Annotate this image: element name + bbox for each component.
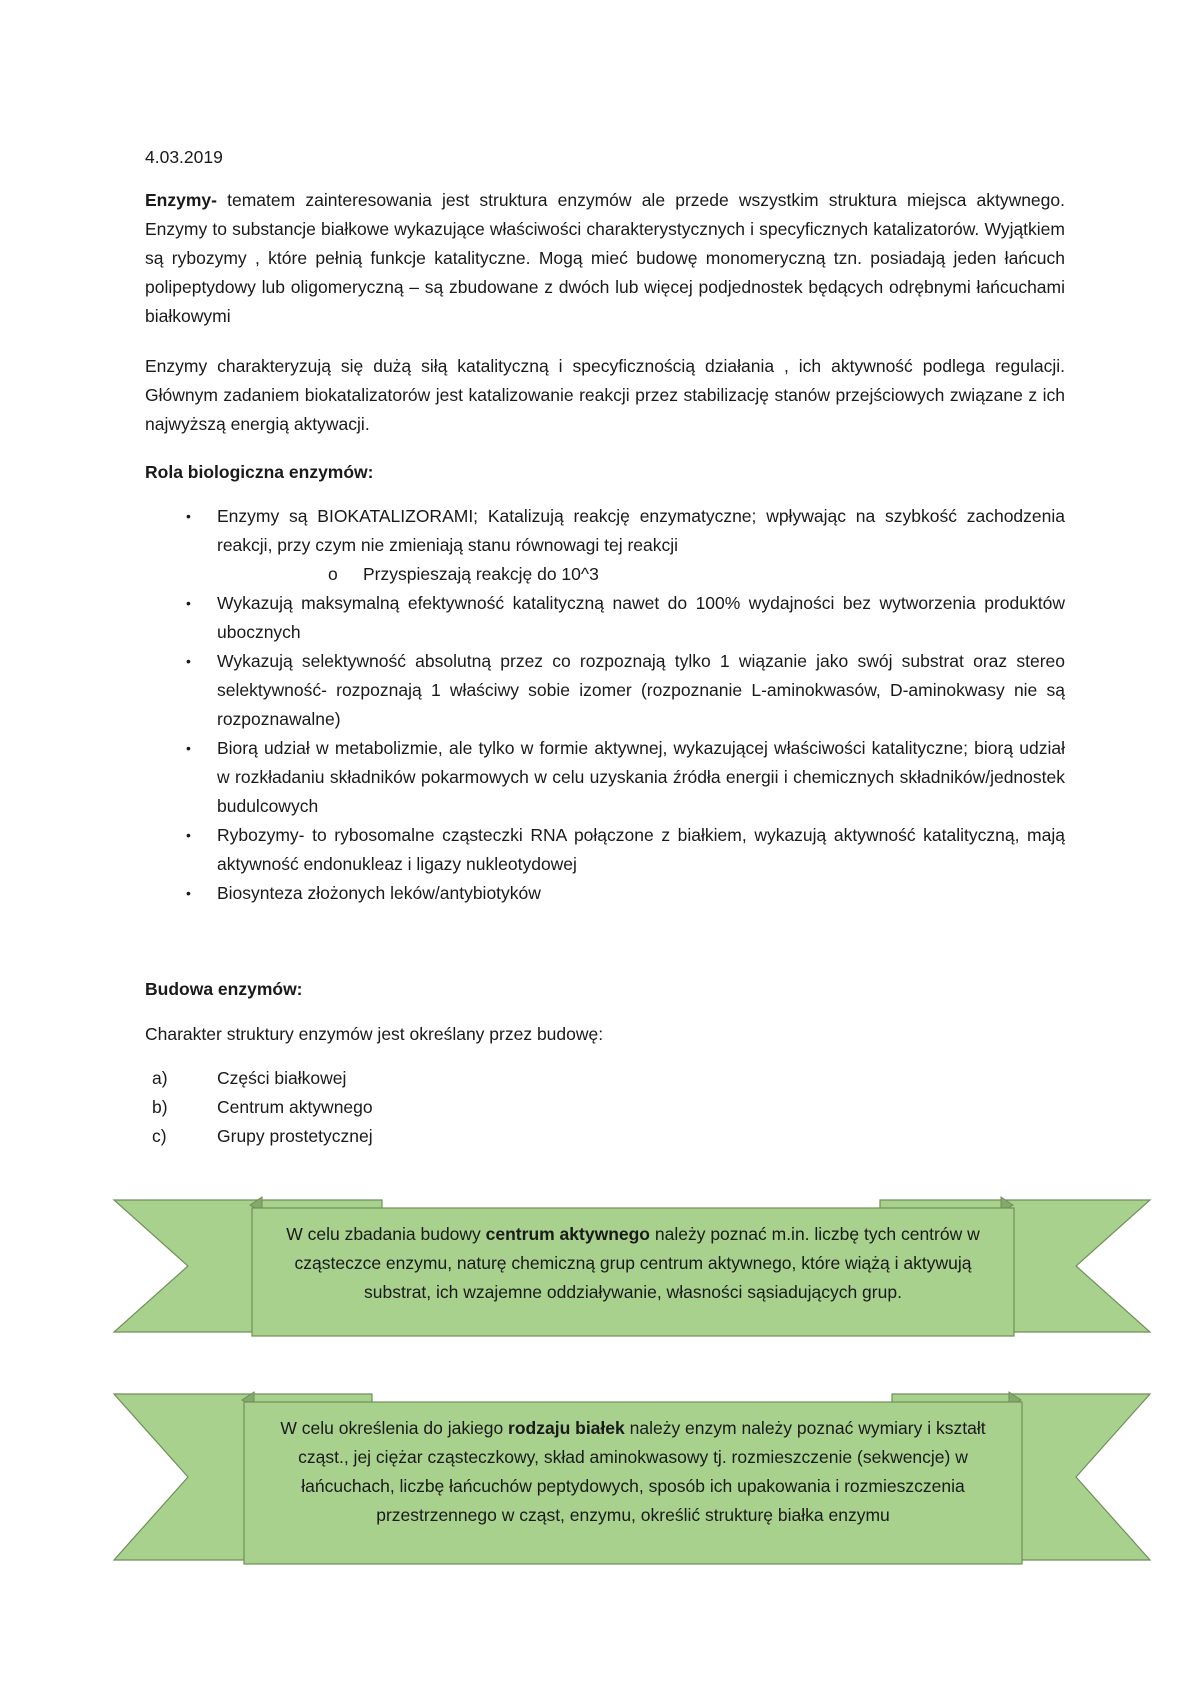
list-item: b) Centrum aktywnego xyxy=(152,1097,373,1117)
bullet-icon: • xyxy=(186,595,191,611)
bullet-icon: • xyxy=(186,740,191,756)
sub-bullet-icon: o xyxy=(328,564,338,584)
list-item: • Enzymy są BIOKATALIZORAMI; Katalizują reakcję enzymatyczne; wpływając na szybkość zachodzenia reakcji, przy czym nie zmieniają stanu równowagi tej reakcji xyxy=(145,502,1065,560)
bullet-icon: • xyxy=(186,653,191,669)
bullet-icon: • xyxy=(186,827,191,843)
list-item: a) Części białkowej xyxy=(152,1068,347,1088)
callout-bold-term: centrum aktywnego xyxy=(485,1224,651,1244)
list-item: • Rybozymy- to rybosomalne cząsteczki RNA połączone z białkiem, wykazują aktywność katalityczną, mają aktywność endonukleaz i ligazy nukleotydowej xyxy=(145,821,1065,879)
bullet-icon: • xyxy=(186,508,191,524)
intro-lead: Enzymy- xyxy=(145,190,217,210)
callout-bold-term: rodzaju białek xyxy=(508,1418,625,1438)
list-item: • Biosynteza złożonych leków/antybiotyków xyxy=(145,879,1065,908)
section-heading-rola: Rola biologiczna enzymów: xyxy=(145,462,374,482)
section-heading-budowa: Budowa enzymów: xyxy=(145,979,303,999)
document-date: 4.03.2019 xyxy=(145,147,223,167)
sub-list-item: o Przyspieszają reakcję do 10^3 xyxy=(145,560,1065,589)
intro-text: tematem zainteresowania jest struktura enzymów ale przede wszystkim struktura miejsca aktywnego. Enzymy to substancje białkowe wykazujące właściwości charakterystycznych i specyficznych katalizatorów. Wyjątkiem są rybozymy , które pełnią funkcje katalityczne. Mogą mieć budowę monomeryczną tzn. posiadają jeden łańcuch polipeptydowy lub oligomeryczną – są zbudowane z dwóch lub więcej podjednostek będących odrębnymi łańcuchami białkowymi xyxy=(145,190,1065,326)
budowa-intro: Charakter struktury enzymów jest określany przez budowę: xyxy=(145,1024,604,1044)
list-item: • Wykazują maksymalną efektywność katalityczną nawet do 100% wydajności bez wytworzenia produktów ubocznych xyxy=(145,589,1065,647)
bullet-icon: • xyxy=(186,885,191,901)
list-item: • Biorą udział w metabolizmie, ale tylko w formie aktywnej, wykazującej właściwości katalityczne; biorą udział w rozkładaniu składników pokarmowych w celu uzyskania źródła energii i chemicznych składników/jednostek budulcowych xyxy=(145,734,1065,821)
list-item: • Wykazują selektywność absolutną przez co rozpoznają tylko 1 wiązanie jako swój substrat oraz stereo selektywność- rozpoznają 1 właściwy sobie izomer (rozpoznanie L-aminokwasów, D-aminokwasy nie są rozpoznawalne) xyxy=(145,647,1065,734)
list-item: c) Grupy prostetycznej xyxy=(152,1126,373,1146)
characteristics-paragraph: Enzymy charakteryzują się dużą siłą katalityczną i specyficznością działania , ich aktywność podlega regulacji. Głównym zadaniem biokatalizatorów jest katalizowanie reakcji przez stabilizację stanów przejściowych związane z ich najwyższą energią aktywacji. xyxy=(145,356,1065,434)
callout-centrum-aktywnego: W celu zbadania budowy centrum aktywnego należy poznać m.in. liczbę tych centrów w cząsteczce enzymu, naturę chemiczną grup centrum aktywnego, które wiążą i aktywują substrat, ich wzajemne oddziaływanie, własności sąsiadujących grup. xyxy=(286,1224,980,1302)
callout-rodzaj-bialek: W celu określenia do jakiego rodzaju białek należy enzym należy poznać wymiary i kształt cząst., jej ciężar cząsteczkowy, skład aminokwasowy tj. rozmieszczenie (sekwencje) w łańcuchach, liczbę łańcuchów peptydowych, sposób ich upakowania i rozmieszczenia przestrzennego w cząst, enzymu, określić strukturę białka enzymu xyxy=(280,1418,986,1525)
